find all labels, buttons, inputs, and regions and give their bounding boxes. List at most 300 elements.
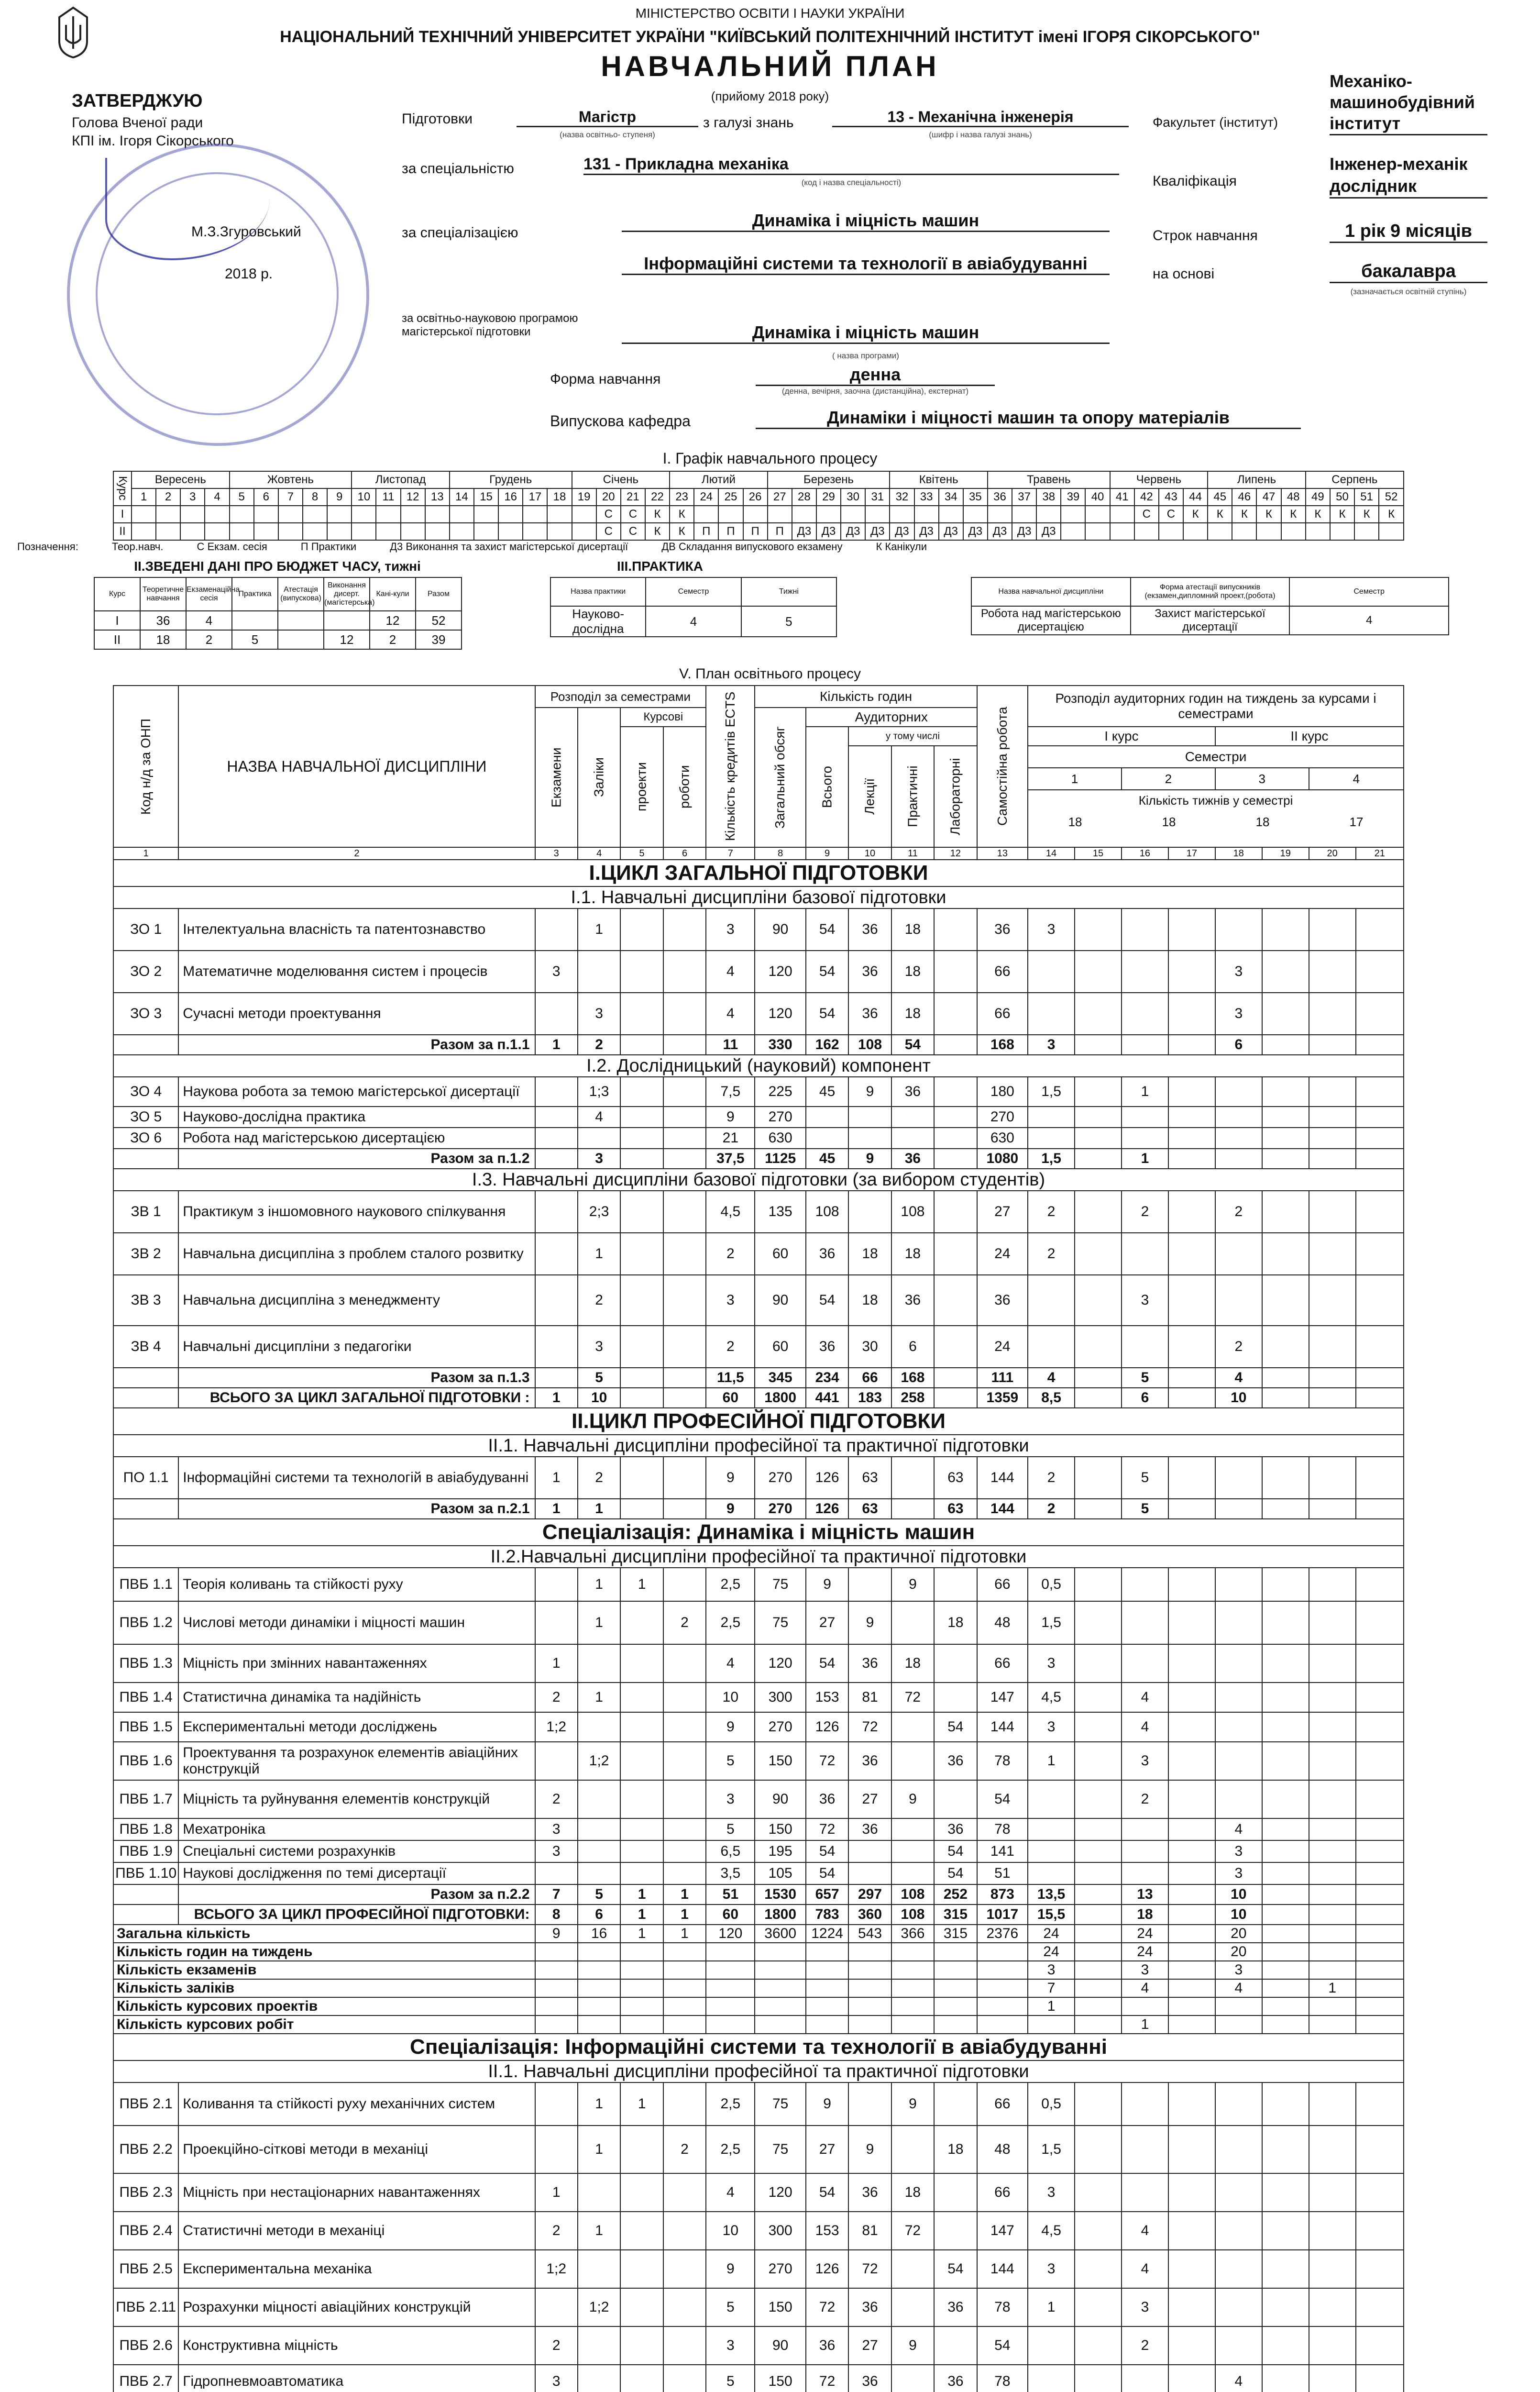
schedule-cell: Д3 <box>1012 523 1036 540</box>
plan-cell: 36 <box>848 2365 891 2392</box>
plan-cell: 9 <box>806 1568 848 1601</box>
plan-cell <box>1075 1499 1122 1519</box>
legend-item: П Практики <box>300 541 357 553</box>
summary-cell <box>1168 1979 1215 1997</box>
total-label: Разом за п.1.1 <box>178 1035 535 1055</box>
budget-header: Атестація (випускова) <box>278 577 324 611</box>
plan-cell: 2 <box>1028 1191 1075 1233</box>
schedule-week-number: 15 <box>474 488 498 506</box>
plan-cell <box>663 1275 706 1326</box>
plan-cell: 141 <box>977 1840 1028 1862</box>
schedule-title: I. Графік навчального процесу <box>662 450 878 467</box>
plan-cell <box>1356 2250 1404 2288</box>
schedule-cell <box>230 523 254 540</box>
plan-cell: 48 <box>977 1601 1028 1644</box>
plan-cell: 9 <box>806 2082 848 2126</box>
plan-cell <box>1309 1107 1356 1128</box>
col-k2: II курс <box>1215 727 1404 746</box>
plan-cell: 270 <box>755 2250 805 2288</box>
schedule-week-number: 45 <box>1208 488 1232 506</box>
budget-header: Екзаменаційна сесія <box>186 577 232 611</box>
plan-cell <box>535 1326 578 1368</box>
plan-cell: 6,5 <box>706 1840 755 1862</box>
plan-cell <box>1028 2365 1075 2392</box>
plan-cell <box>663 1149 706 1169</box>
summary-cell <box>1122 1997 1168 2015</box>
plan-cell: 36 <box>806 1233 848 1275</box>
plan-cell <box>578 2326 620 2365</box>
plan-cell: 10 <box>1215 1905 1262 1925</box>
plan-cell: 4 <box>1122 1683 1168 1712</box>
plan-cell <box>1309 993 1356 1035</box>
plan-cell: 2 <box>578 1457 620 1499</box>
plan-cell <box>620 1128 663 1149</box>
plan-cell <box>620 2365 663 2392</box>
discipline-code: ЗО 6 <box>113 1128 178 1149</box>
faculty-label: Факультет (інститут) <box>1153 115 1278 130</box>
plan-cell <box>620 2250 663 2288</box>
plan-cell <box>1168 908 1215 951</box>
schedule-cell <box>1256 523 1281 540</box>
plan-cell <box>663 1818 706 1840</box>
discipline-name: Розрахунки міцності авіаційних конструкцій <box>178 2288 535 2326</box>
discipline-code <box>113 1368 178 1388</box>
plan-cell <box>806 1128 848 1149</box>
plan-cell: 51 <box>706 1884 755 1905</box>
plan-cell: 66 <box>977 951 1028 993</box>
plan-cell: 2,5 <box>706 1568 755 1601</box>
plan-cell: 9 <box>706 1457 755 1499</box>
plan-cell: 60 <box>755 1326 805 1368</box>
plan-cell <box>1075 1712 1122 1742</box>
budget-cell: 39 <box>416 630 462 649</box>
plan-cell: 153 <box>806 2212 848 2250</box>
plan-cell: 270 <box>755 1457 805 1499</box>
plan-cell: 75 <box>755 2126 805 2173</box>
plan-cell <box>1309 1780 1356 1818</box>
discipline-code: ЗО 5 <box>113 1107 178 1128</box>
schedule-cell <box>572 523 596 540</box>
plan-cell: 18 <box>891 2173 934 2212</box>
plan-cell <box>1168 2326 1215 2365</box>
column-number: 14 <box>1028 847 1075 860</box>
plan-cell: 54 <box>806 951 848 993</box>
plan-cell: 144 <box>977 2250 1028 2288</box>
summary-label: Загальна кількість <box>113 1925 535 1943</box>
basis-sub: (зазначається освітній ступінь) <box>1350 287 1467 296</box>
plan-cell <box>1075 1644 1122 1683</box>
plan-cell: 3 <box>1028 2250 1075 2288</box>
schedule-week-number: 35 <box>963 488 988 506</box>
budget-header: Виконання дисерт. (магістерська) <box>324 577 370 611</box>
summary-cell <box>578 2015 620 2034</box>
plan-cell <box>1075 1457 1122 1499</box>
col-hours: Кількість годин <box>755 686 977 708</box>
plan-cell <box>1309 1840 1356 1862</box>
budget-cell <box>278 630 324 649</box>
budget-header: Разом <box>416 577 462 611</box>
plan-cell: 3,5 <box>706 1862 755 1884</box>
plan-cell <box>1356 1905 1404 1925</box>
plan-cell <box>1262 1191 1309 1233</box>
plan-cell: 1;3 <box>578 1077 620 1107</box>
plan-cell: 300 <box>755 2212 805 2250</box>
plan-cell <box>1215 1742 1262 1780</box>
schedule-week-number: 32 <box>890 488 914 506</box>
discipline-name: Навчальна дисципліна з менеджменту <box>178 1275 535 1326</box>
plan-cell: 3 <box>1215 1840 1262 1862</box>
discipline-name: Теорія коливань та стійкості руху <box>178 1568 535 1601</box>
plan-cell <box>1168 1275 1215 1326</box>
plan-cell <box>891 1107 934 1128</box>
plan-cell <box>1215 2250 1262 2288</box>
approve-line2: КПІ ім. Ігоря Сікорського <box>72 133 234 149</box>
plan-cell: 27 <box>806 2126 848 2173</box>
plan-cell: 2 <box>663 2126 706 2173</box>
plan-cell: 1 <box>1028 1742 1075 1780</box>
plan-cell <box>1262 1884 1309 1905</box>
schedule-cell <box>1085 506 1110 523</box>
plan-cell <box>578 951 620 993</box>
schedule-cell <box>474 506 498 523</box>
schedule-cell: С <box>1134 506 1159 523</box>
plan-cell <box>1262 2365 1309 2392</box>
plan-cell: 270 <box>755 1712 805 1742</box>
plan-cell <box>578 2250 620 2288</box>
plan-cell: 1 <box>535 1499 578 1519</box>
schedule-month: Листопад <box>352 471 450 488</box>
col-w4: 17 <box>1349 815 1364 829</box>
plan-cell <box>1122 1233 1168 1275</box>
schedule-cell: П <box>768 523 792 540</box>
plan-cell <box>891 1840 934 1862</box>
schedule-week-number: 34 <box>939 488 963 506</box>
schedule-cell <box>132 523 156 540</box>
schedule-month: Червень <box>1110 471 1208 488</box>
plan-cell: 270 <box>977 1107 1028 1128</box>
plan-cell <box>1215 1233 1262 1275</box>
schedule-cell: Д3 <box>914 523 939 540</box>
plan-cell: 180 <box>977 1077 1028 1107</box>
plan-cell: 2 <box>535 2212 578 2250</box>
plan-cell: 168 <box>891 1368 934 1388</box>
plan-cell: 5 <box>706 2288 755 2326</box>
plan-cell <box>1075 1742 1122 1780</box>
plan-cell <box>1168 1742 1215 1780</box>
plan-cell <box>1168 2126 1215 2173</box>
schedule-cell: С <box>621 506 645 523</box>
plan-cell: 10 <box>1215 1388 1262 1408</box>
schedule-cell <box>890 506 914 523</box>
plan-cell: 27 <box>977 1191 1028 1233</box>
summary-cell <box>663 1961 706 1979</box>
plan-cell: 150 <box>755 2365 805 2392</box>
schedule-month: Лютий <box>670 471 768 488</box>
plan-cell: 63 <box>934 1499 977 1519</box>
summary-cell <box>578 1961 620 1979</box>
plan-cell: 1 <box>620 1568 663 1601</box>
subsection-heading: II.1. Навчальні дисципліни професійної та практичної підготовки <box>113 1435 1404 1457</box>
plan-cell: 2,5 <box>706 1601 755 1644</box>
area-sub: (шифр і назва галузі знань) <box>929 130 1032 139</box>
plan-cell: 66 <box>848 1368 891 1388</box>
summary-cell <box>891 1943 934 1961</box>
plan-cell: 8 <box>535 1905 578 1925</box>
discipline-name: Навчальні дисципліни з педагогіки <box>178 1326 535 1368</box>
summary-label: Кількість заліків <box>113 1979 535 1997</box>
schedule-cell <box>1036 506 1061 523</box>
plan-cell: 9 <box>706 1712 755 1742</box>
plan-cell: 1 <box>620 2082 663 2126</box>
schedule-cell: К <box>645 506 670 523</box>
plan-cell: 108 <box>806 1191 848 1233</box>
total-label: Разом за п.2.2 <box>178 1884 535 1905</box>
discipline-code: ЗО 3 <box>113 993 178 1035</box>
discipline-name: Міцність при змінних навантаженнях <box>178 1644 535 1683</box>
summary-cell: 3 <box>1122 1961 1168 1979</box>
schedule-cell: Д3 <box>1036 523 1061 540</box>
plan-cell: 18 <box>891 1644 934 1683</box>
schedule-cell <box>1354 523 1379 540</box>
plan-cell: 54 <box>806 2173 848 2212</box>
plan-cell: 54 <box>891 1035 934 1055</box>
plan-cell <box>620 908 663 951</box>
column-number: 12 <box>934 847 977 860</box>
plan-cell <box>934 908 977 951</box>
plan-cell: 72 <box>806 2288 848 2326</box>
legend-item: К Канікули <box>876 541 927 553</box>
plan-cell <box>1168 1568 1215 1601</box>
plan-cell: 111 <box>977 1368 1028 1388</box>
plan-cell <box>1215 1499 1262 1519</box>
discipline-name: Робота над магістерською дисертацією <box>178 1128 535 1149</box>
plan-cell <box>1122 1035 1168 1055</box>
schedule-week-number: 13 <box>425 488 450 506</box>
plan-cell <box>1309 2250 1356 2288</box>
plan-cell: 5 <box>1122 1457 1168 1499</box>
plan-cell <box>1356 1780 1404 1818</box>
summary-cell: 120 <box>706 1925 755 1943</box>
plan-cell: 63 <box>848 1457 891 1499</box>
practice-header: Семестр <box>646 577 741 606</box>
budget-cell: 5 <box>232 630 278 649</box>
plan-cell <box>663 2212 706 2250</box>
subsection-heading: I.1. Навчальні дисципліни базової підготовки <box>113 886 1404 908</box>
schedule-cell <box>1379 523 1404 540</box>
plan-cell: 3 <box>706 1275 755 1326</box>
plan-cell <box>1168 993 1215 1035</box>
plan-cell <box>1028 1862 1075 1884</box>
plan-cell: 45 <box>806 1149 848 1169</box>
plan-cell: 66 <box>977 1568 1028 1601</box>
plan-cell <box>1028 1818 1075 1840</box>
schedule-cell <box>156 506 180 523</box>
plan-cell <box>1215 2126 1262 2173</box>
plan-cell <box>1309 1601 1356 1644</box>
col-s2: 2 <box>1122 768 1215 790</box>
summary-cell <box>1075 1979 1122 1997</box>
schedule-cell <box>352 523 376 540</box>
plan-cell <box>1122 1107 1168 1128</box>
plan-cell: 4 <box>706 2173 755 2212</box>
schedule-cell <box>963 506 988 523</box>
plan-cell: 3 <box>1122 1275 1168 1326</box>
plan-cell <box>848 1568 891 1601</box>
plan-title: V. План освітнього процесу <box>679 666 861 682</box>
summary-cell: 1 <box>663 1925 706 1943</box>
plan-cell <box>1309 2365 1356 2392</box>
plan-cell <box>1215 1712 1262 1742</box>
plan-cell <box>1262 2082 1309 2126</box>
form-value: денна <box>756 365 995 386</box>
plan-cell: 36 <box>891 1077 934 1107</box>
plan-cell <box>1122 1326 1168 1368</box>
plan-cell <box>1075 1035 1122 1055</box>
discipline-name: Проектування та розрахунок елементів авіаційних конструкцій <box>178 1742 535 1780</box>
plan-cell: 36 <box>848 951 891 993</box>
plan-cell: 4,5 <box>1028 2212 1075 2250</box>
plan-cell: 24 <box>977 1233 1028 1275</box>
plan-cell <box>934 2173 977 2212</box>
plan-cell: 9 <box>706 1499 755 1519</box>
plan-cell <box>934 2082 977 2126</box>
summary-cell <box>1215 2015 1262 2034</box>
plan-cell <box>848 1107 891 1128</box>
discipline-code <box>113 1884 178 1905</box>
summary-cell <box>891 1961 934 1979</box>
spec-value: 131 - Прикладна механіка <box>583 155 1119 175</box>
summary-cell: 7 <box>1028 1979 1075 1997</box>
plan-cell: 4,5 <box>706 1191 755 1233</box>
schedule-week-number: 30 <box>841 488 865 506</box>
schedule-cell <box>1012 506 1036 523</box>
plan-cell <box>663 1368 706 1388</box>
plan-cell <box>891 2250 934 2288</box>
schedule-week-number: 7 <box>278 488 303 506</box>
plan-cell <box>934 1077 977 1107</box>
intake-year: (прийому 2018 року) <box>711 89 829 103</box>
column-number: 11 <box>891 847 934 860</box>
plan-cell <box>1262 1149 1309 1169</box>
plan-cell: 54 <box>806 1840 848 1862</box>
prog-value: Динаміка і міцність машин <box>622 322 1110 344</box>
plan-cell: 147 <box>977 1683 1028 1712</box>
plan-cell <box>934 951 977 993</box>
plan-cell <box>1122 993 1168 1035</box>
summary-cell <box>848 2015 891 2034</box>
plan-cell <box>663 2288 706 2326</box>
plan-cell <box>1262 1712 1309 1742</box>
summary-cell <box>848 1979 891 1997</box>
plan-cell <box>1075 2173 1122 2212</box>
plan-cell: 27 <box>848 1780 891 1818</box>
schedule-month: Жовтень <box>230 471 352 488</box>
column-number: 18 <box>1215 847 1262 860</box>
plan-cell <box>1122 2082 1168 2126</box>
plan-cell: 3 <box>1215 951 1262 993</box>
plan-cell: 36 <box>806 2326 848 2365</box>
plan-cell <box>1356 2288 1404 2326</box>
schedule-cell: К <box>670 523 694 540</box>
schedule-cell <box>743 506 768 523</box>
summary-cell <box>848 1997 891 2015</box>
schedule-cell: К <box>1306 506 1330 523</box>
university-line: НАЦІОНАЛЬНИЙ ТЕХНІЧНИЙ УНІВЕРСИТЕТ УКРАЇНИ "КИЇВСЬКИЙ ПОЛІТЕХНІЧНИЙ ІНСТИТУТ імені ІГОРЯ СІКОРСЬКОГО" <box>280 28 1260 46</box>
discipline-code: ЗВ 3 <box>113 1275 178 1326</box>
discipline-name: Міцність та руйнування елементів конструкцій <box>178 1780 535 1818</box>
discipline-code: ПВБ 1.6 <box>113 1742 178 1780</box>
plan-cell <box>1309 2288 1356 2326</box>
plan-cell <box>1075 1683 1122 1712</box>
plan-cell: 27 <box>806 1601 848 1644</box>
plan-cell <box>535 1742 578 1780</box>
column-number: 17 <box>1168 847 1215 860</box>
plan-cell <box>1356 2212 1404 2250</box>
summary-cell <box>806 1997 848 2015</box>
summary-cell: 2376 <box>977 1925 1028 1943</box>
col-name: НАЗВА НАВЧАЛЬНОЇ ДИСЦИПЛІНИ <box>178 686 535 847</box>
discipline-name: Проекційно-сіткові методи в механіці <box>178 2126 535 2173</box>
schedule-cell <box>425 523 450 540</box>
plan-cell <box>1168 2365 1215 2392</box>
plan-cell: 225 <box>755 1077 805 1107</box>
col-weekly: Розподіл аудиторних годин на тиждень за курсами і семестрами <box>1028 686 1404 727</box>
discipline-name: Експериментальні методи досліджень <box>178 1712 535 1742</box>
plan-cell: 18 <box>934 1601 977 1644</box>
plan-cell <box>1262 1077 1309 1107</box>
legend-item: С Екзам. сесія <box>197 541 267 553</box>
schedule-week-number: 42 <box>1134 488 1159 506</box>
plan-cell: 36 <box>934 2288 977 2326</box>
summary-cell <box>1075 1925 1122 1943</box>
plan-cell <box>1168 1683 1215 1712</box>
summary-cell: 1 <box>620 1925 663 1943</box>
plan-cell: 144 <box>977 1712 1028 1742</box>
plan-cell: 108 <box>891 1884 934 1905</box>
plan-cell: 5 <box>706 1818 755 1840</box>
plan-cell: 5 <box>706 2365 755 2392</box>
summary-cell: 3 <box>1028 1961 1075 1979</box>
discipline-name: Мехатроніка <box>178 1818 535 1840</box>
summary-cell <box>663 1943 706 1961</box>
plan-cell: 63 <box>848 1499 891 1519</box>
schedule-cell <box>988 506 1012 523</box>
discipline-code: ПО 1.1 <box>113 1457 178 1499</box>
summary-cell <box>578 1943 620 1961</box>
plan-cell: 1530 <box>755 1884 805 1905</box>
plan-cell <box>1262 1742 1309 1780</box>
summary-cell: 24 <box>1122 1943 1168 1961</box>
schedule-week-number: 41 <box>1110 488 1134 506</box>
plan-cell <box>1122 1840 1168 1862</box>
plan-cell: 1 <box>1028 2288 1075 2326</box>
discipline-code: ПВБ 1.9 <box>113 1840 178 1862</box>
plan-cell: 270 <box>755 1499 805 1519</box>
plan-cell <box>1356 993 1404 1035</box>
schedule-cell: К <box>670 506 694 523</box>
plan-cell <box>1262 908 1309 951</box>
schedule-cell <box>254 523 278 540</box>
summary-cell <box>891 1979 934 1997</box>
col-pract: Практичні <box>891 746 934 847</box>
plan-cell <box>1309 1077 1356 1107</box>
plan-cell <box>1028 951 1075 993</box>
plan-cell <box>1075 1818 1122 1840</box>
schedule-cell <box>1110 523 1134 540</box>
plan-cell <box>663 1499 706 1519</box>
plan-cell <box>1262 1233 1309 1275</box>
plan-cell <box>1356 1457 1404 1499</box>
